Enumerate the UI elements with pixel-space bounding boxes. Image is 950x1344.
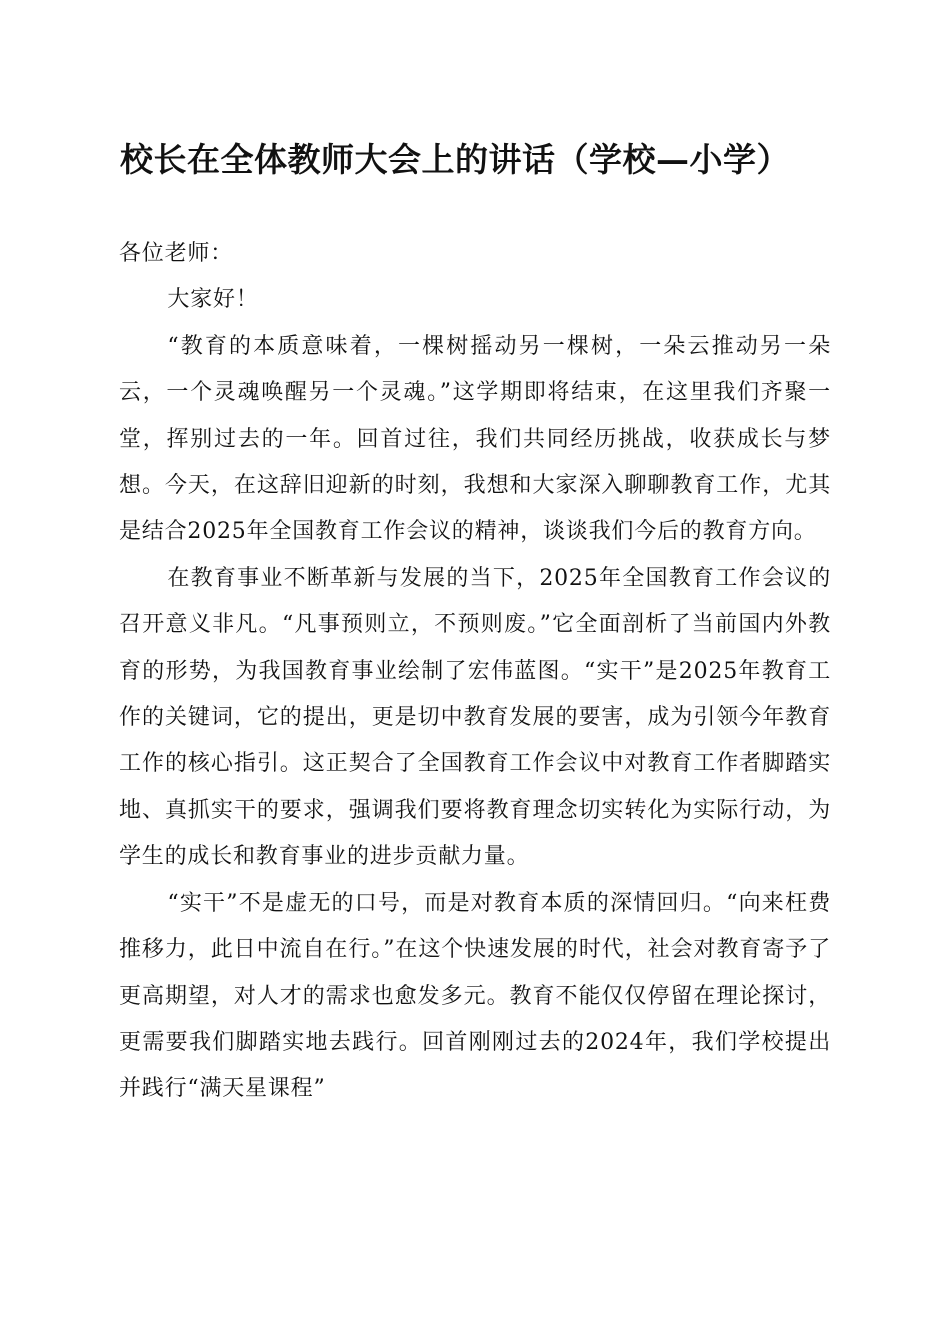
salutation: 各位老师：: [119, 241, 234, 266]
paragraph-greeting: 大家好！: [167, 287, 259, 313]
paragraph-practice: “实干”不是虚无的口号，而是对教育本质的深情回归。“向来枉费推移力，此日中流自在行。”在这个快速发展的时代，社会对教育寄予了更高期望，对人才的需求也愈发多元。教育不能仅仅停留在理论探讨，更需要我们脚踏实地去践行。回首刚刚过去的2024年，我们学校提出并践行“满天星课程”: [119, 890, 831, 1102]
document-body: [119, 231, 831, 1113]
paragraph-conference: 在教育事业不断革新与发展的当下，2025年全国教育工作会议的召开意义非凡。“凡事预则立，不预则废。”它全面剖析了当前国内外教育的形势，为我国教育事业绘制了宏伟蓝图。“实干”是2025年教育工作的关键词，它的提出，更是切中教育发展的要害，成为引领今年教育工作的核心指引。这正契合了全国教育工作会议中对教育工作者脚踏实地、真抓实干的要求，强调我们要将教育理念切实转化为实际行动，为学生的成长和教育事业的进步贡献力量。: [119, 565, 831, 870]
document-title: 校长在全体教师大会上的讲话（学校—小学）: [120, 140, 790, 179]
paragraph-opening: “教育的本质意味着，一棵树摇动另一棵树，一朵云推动另一朵云，一个灵魂唤醒另一个灵魂。”这学期即将结束，在这里我们齐聚一堂，挥别过去的一年。回首过往，我们共同经历挑战，收获成长与梦想。今天，在这辞旧迎新的时刻，我想和大家深入聊聊教育工作，尤其是结合2025年全国教育工作会议的精神，谈谈我们今后的教育方向。: [119, 333, 831, 545]
